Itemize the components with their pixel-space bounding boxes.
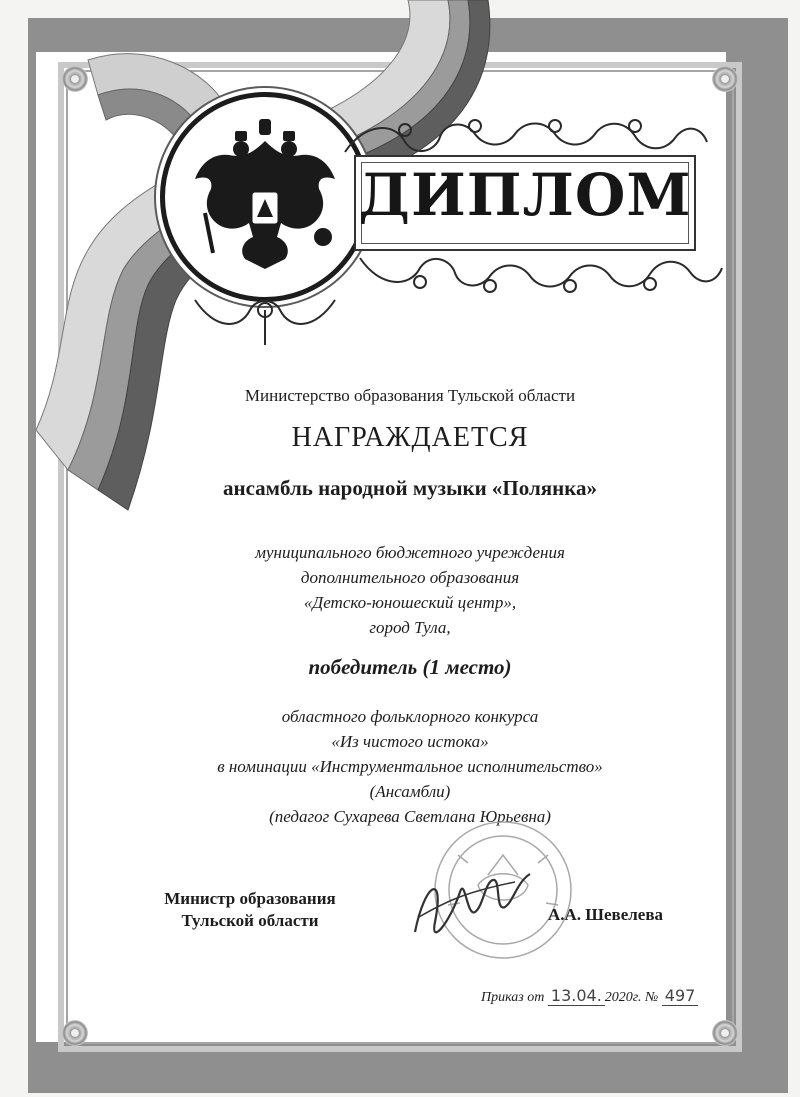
awarded-heading: НАГРАЖДАЕТСЯ bbox=[291, 422, 529, 453]
frame-corner-ornament-icon bbox=[712, 1020, 738, 1046]
signatory-title-line: Тульской области bbox=[181, 911, 319, 930]
organization-line: город Тула, bbox=[369, 618, 451, 637]
order-number: 497 bbox=[662, 986, 699, 1006]
double-headed-eagle-icon bbox=[183, 113, 347, 281]
contest-line: в номинации «Инструментальное исполнительство» bbox=[217, 757, 603, 776]
order-year: 2020г. № bbox=[604, 990, 659, 1005]
contest-line: (педагог Сухарева Светлана Юрьевна) bbox=[269, 807, 551, 826]
organization-line: «Детско-юношеский центр», bbox=[303, 593, 517, 612]
contest-line: «Из чистого истока» bbox=[331, 732, 489, 751]
ornamental-flourish-icon bbox=[350, 248, 730, 298]
organization-block bbox=[100, 540, 720, 640]
achievement-line: победитель (1 место) bbox=[308, 655, 512, 679]
signatory-title-line: Министр образования bbox=[164, 889, 336, 908]
frame-corner-ornament-icon bbox=[712, 66, 738, 92]
contest-block bbox=[100, 704, 720, 829]
organization-line: муниципального бюджетного учреждения bbox=[255, 543, 565, 562]
contest-line: областного фольклорного конкурса bbox=[281, 707, 539, 726]
ornamental-flourish-icon bbox=[190, 290, 340, 350]
contest-line: (Ансамбли) bbox=[369, 782, 451, 801]
order-prefix: Приказ от bbox=[481, 990, 545, 1005]
diploma-title-frame bbox=[354, 155, 696, 251]
order-line bbox=[481, 986, 698, 1006]
diploma-title: ДИПЛОМ bbox=[358, 161, 692, 229]
order-date: 13.04. bbox=[548, 986, 605, 1006]
ministry-line: Министерство образования Тульской области bbox=[244, 386, 576, 405]
ornamental-flourish-icon bbox=[335, 112, 715, 162]
signatory-title bbox=[150, 888, 350, 932]
handwritten-signature-icon bbox=[405, 862, 535, 952]
signatory-name: А.А. Шевелева bbox=[548, 905, 664, 924]
organization-line: дополнительного образования bbox=[300, 568, 520, 587]
frame-corner-ornament-icon bbox=[62, 1020, 88, 1046]
recipient-name: ансамбль народной музыки «Полянка» bbox=[222, 476, 597, 500]
